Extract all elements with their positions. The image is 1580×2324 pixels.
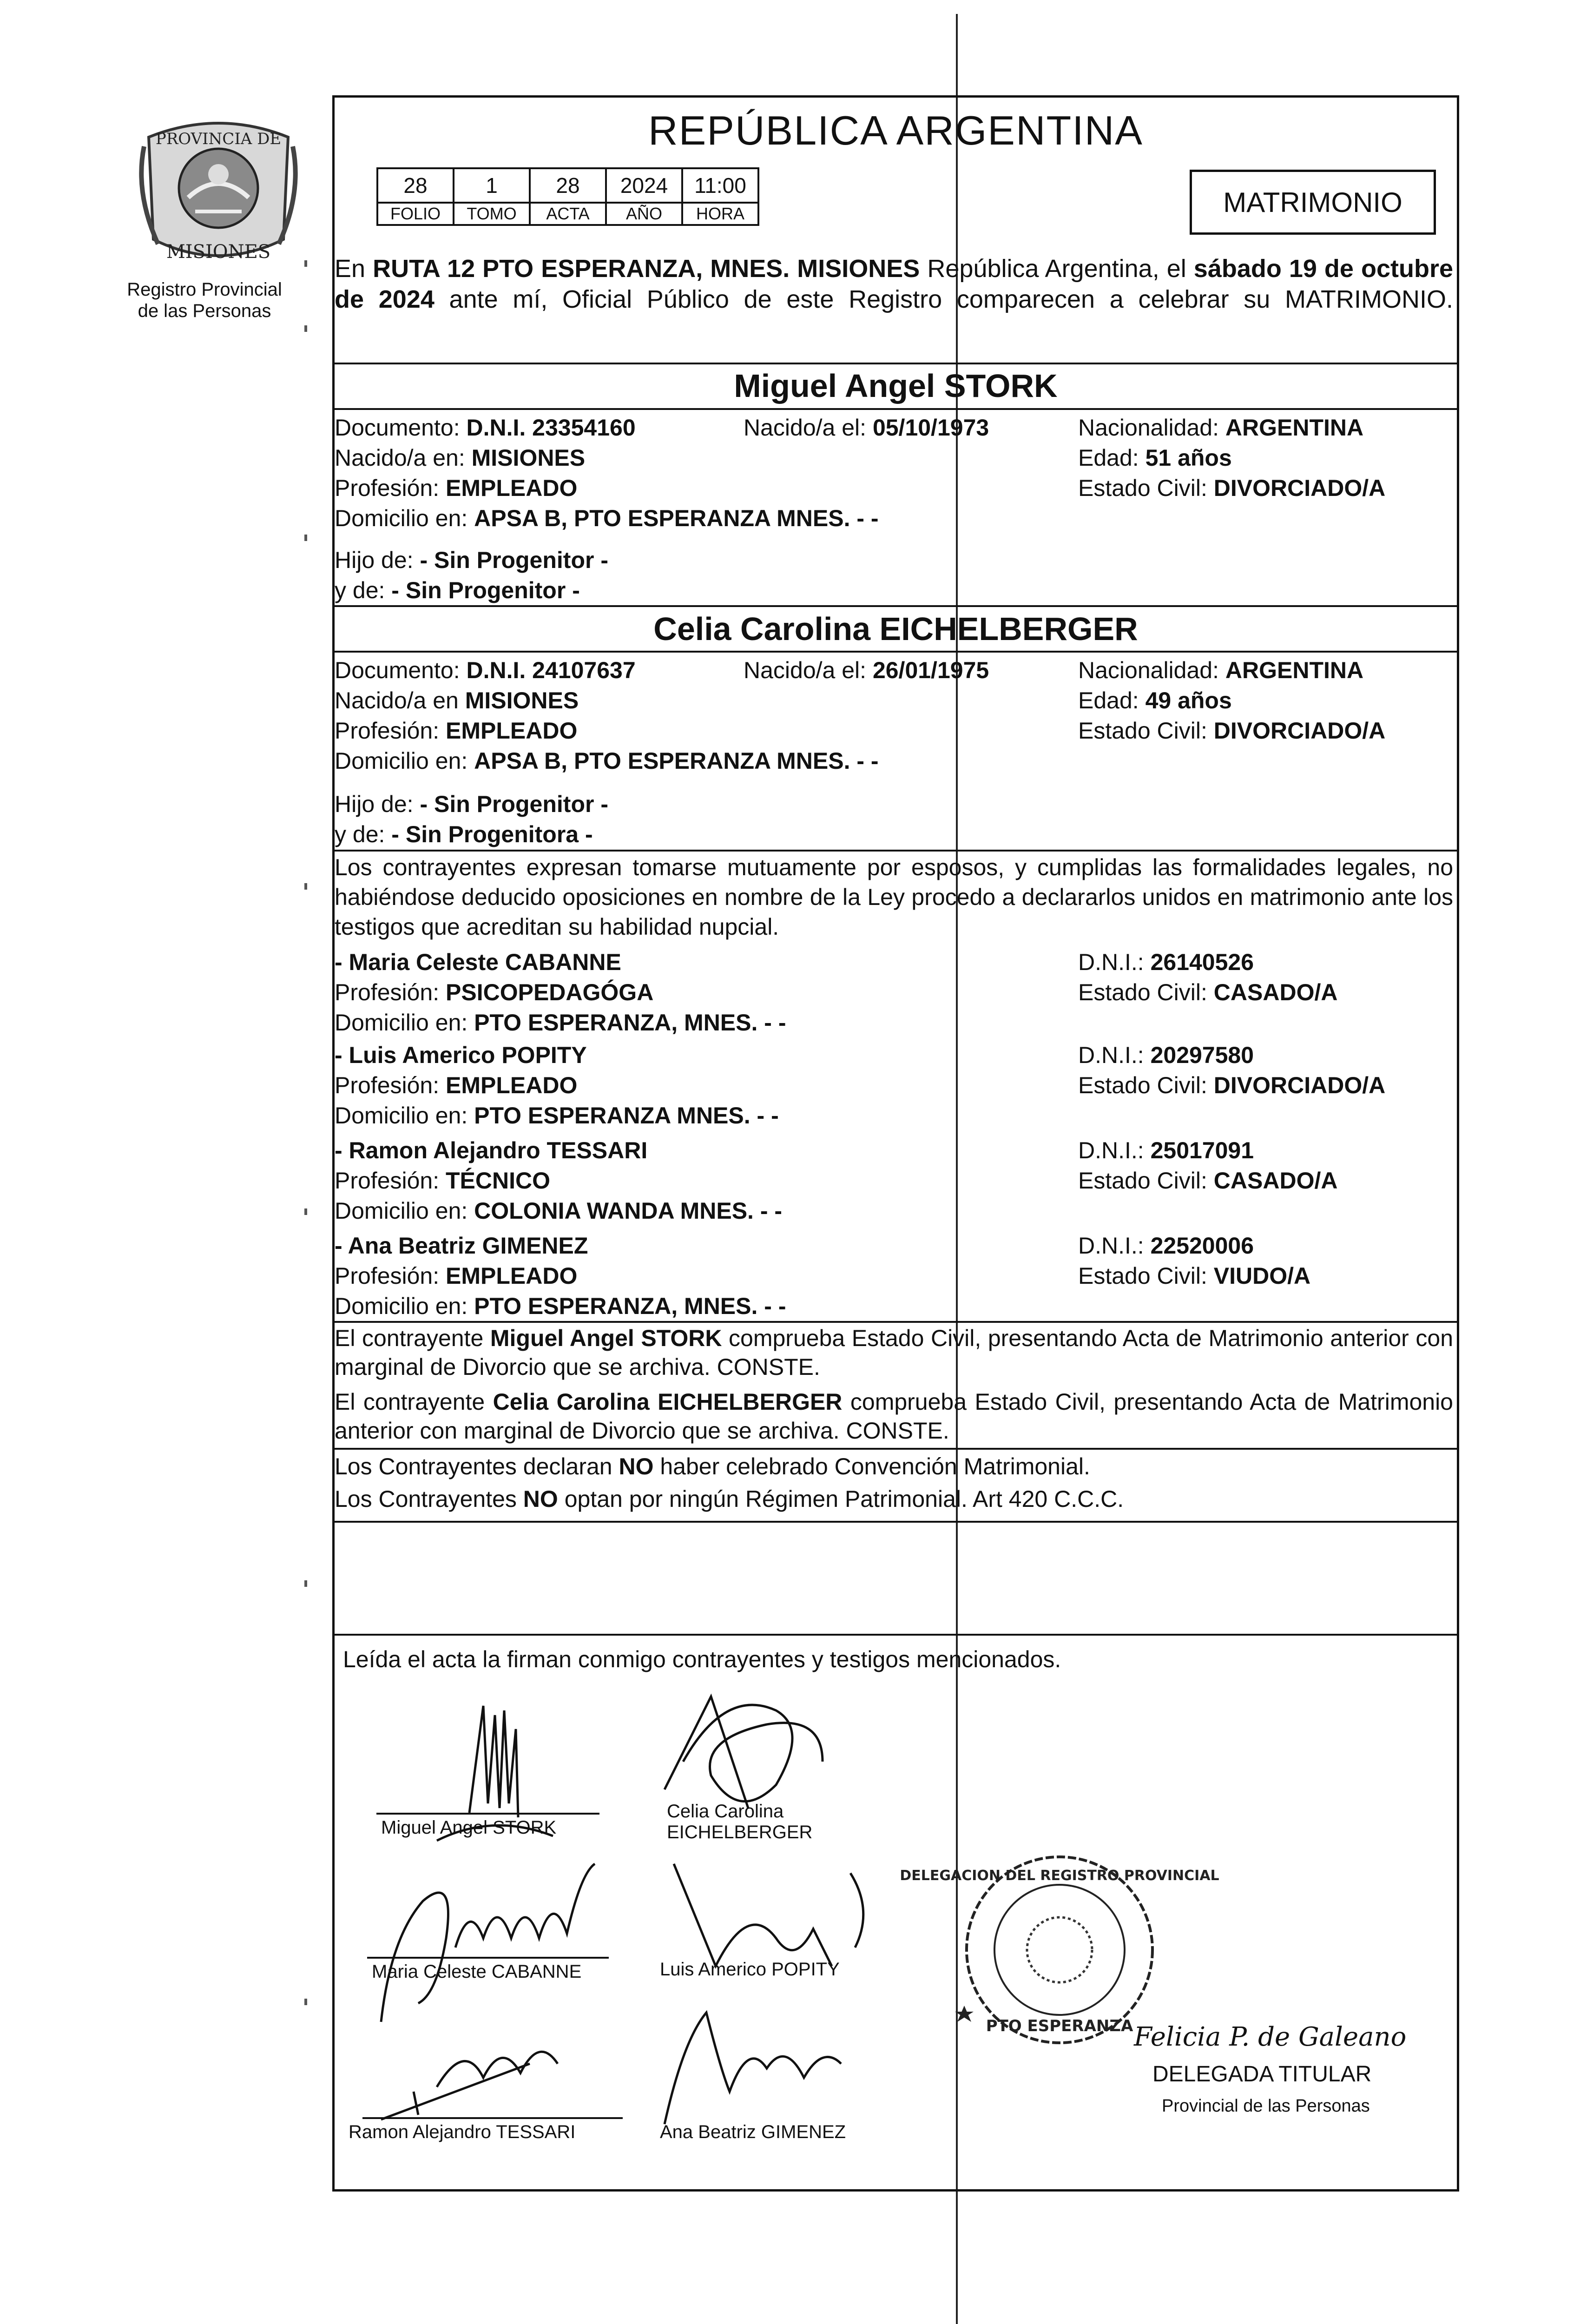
witness-3-civil-status: Estado Civil: CASADO/A bbox=[1078, 1168, 1338, 1194]
witness-1-dni: D.N.I.: 26140526 bbox=[1078, 949, 1254, 975]
witness-4-signature-label: Ana Beatriz GIMENEZ bbox=[660, 2122, 846, 2142]
folio-value: 28 bbox=[377, 168, 454, 203]
folio-label: FOLIO bbox=[377, 203, 454, 225]
scan-mark bbox=[304, 1208, 307, 1215]
bride-civil-note: El contrayente Celia Carolina EICHELBERGER comprueba Estado Civil, presentando Acta de Matrimonio anterior con marginal de Divorcio que se archiva. CONSTE. bbox=[335, 1389, 1453, 1444]
groom-civil-status: Estado Civil: DIVORCIADO/A bbox=[1078, 475, 1386, 501]
seal-ring-text: DELEGACION DEL REGISTRO PROVINCIAL bbox=[900, 1868, 1219, 1884]
page-title: REPÚBLICA ARGENTINA bbox=[648, 107, 1143, 153]
witness-3-name: - Ramon Alejandro TESSARI bbox=[335, 1137, 648, 1163]
groom-address: Domicilio en: APSA B, PTO ESPERANZA MNES. - - bbox=[335, 505, 879, 531]
divider bbox=[335, 850, 1457, 852]
signature-line bbox=[367, 1957, 609, 1959]
hora-label: HORA bbox=[682, 203, 758, 225]
groom-signature-label: Miguel Angel STORK bbox=[381, 1817, 557, 1838]
witness-3-dni: D.N.I.: 25017091 bbox=[1078, 1137, 1254, 1163]
witness-2-dni: D.N.I.: 20297580 bbox=[1078, 1042, 1254, 1068]
scan-mark bbox=[304, 535, 307, 541]
witness-4-address: Domicilio en: PTO ESPERANZA, MNES. - - bbox=[335, 1293, 786, 1319]
witness-2-address: Domicilio en: PTO ESPERANZA MNES. - - bbox=[335, 1103, 779, 1129]
certificate-frame bbox=[332, 95, 1459, 2192]
seal-lower-text: PTO ESPERANZA bbox=[986, 2017, 1133, 2035]
divider bbox=[335, 408, 1457, 410]
scan-mark bbox=[304, 883, 307, 890]
divider bbox=[335, 1321, 1457, 1323]
scan-mark bbox=[304, 1999, 307, 2005]
registry-org-name: Registro Provincial de las Personas bbox=[127, 279, 282, 321]
groom-birthplace: Nacido/a en: MISIONES bbox=[335, 445, 586, 471]
provincia-misiones-emblem-icon bbox=[130, 119, 307, 272]
witness-2-name: - Luis Americo POPITY bbox=[335, 1042, 587, 1068]
witness-1-name: - Maria Celeste CABANNE bbox=[335, 949, 621, 975]
divider bbox=[335, 605, 1457, 607]
anio-label: AÑO bbox=[606, 203, 682, 225]
signature-line bbox=[376, 1813, 599, 1815]
groom-parent-2: y de: - Sin Progenitor - bbox=[335, 577, 580, 603]
divider bbox=[335, 1634, 1457, 1636]
groom-nationality: Nacionalidad: ARGENTINA bbox=[1078, 415, 1364, 441]
document-type-badge: MATRIMONIO bbox=[1190, 170, 1436, 235]
witness-1-address: Domicilio en: PTO ESPERANZA, MNES. - - bbox=[335, 1010, 786, 1036]
official-org: Provincial de las Personas bbox=[1162, 2096, 1370, 2116]
divider bbox=[335, 1448, 1457, 1450]
bride-nationality: Nacionalidad: ARGENTINA bbox=[1078, 657, 1364, 683]
witness-3-address: Domicilio en: COLONIA WANDA MNES. - - bbox=[335, 1198, 783, 1224]
groom-profession: Profesión: EMPLEADO bbox=[335, 475, 578, 501]
patrimonial-regime-note: Los Contrayentes NO optan por ningún Régimen Patrimonial. Art 420 C.C.C. bbox=[335, 1486, 1124, 1512]
bride-birthplace: Nacido/a en MISIONES bbox=[335, 687, 579, 713]
groom-document: Documento: D.N.I. 23354160 bbox=[335, 415, 636, 441]
witness-1-civil-status: Estado Civil: CASADO/A bbox=[1078, 979, 1338, 1005]
bride-birthdate: Nacido/a el: 26/01/1975 bbox=[744, 657, 989, 683]
intro-paragraph: En RUTA 12 PTO ESPERANZA, MNES. MISIONES República Argentina, el sábado 19 de octubre de 2024 ante mí, Oficial Público de este Registro comparecen a celebrar su MATRIMONIO. bbox=[335, 255, 1453, 313]
bride-age: Edad: 49 años bbox=[1078, 687, 1232, 713]
divider bbox=[335, 651, 1457, 653]
signature-line bbox=[362, 2117, 623, 2119]
official-signature: Felicia P. de Galeano bbox=[1134, 2022, 1407, 2052]
bride-parent-1: Hijo de: - Sin Progenitor - bbox=[335, 791, 608, 817]
hora-value: 11:00 bbox=[682, 168, 758, 203]
acta-label: ACTA bbox=[530, 203, 606, 225]
witness-4-signature-icon bbox=[637, 1985, 878, 2143]
scan-mark bbox=[304, 325, 307, 332]
bride-document: Documento: D.N.I. 24107637 bbox=[335, 657, 636, 683]
groom-civil-note: El contrayente Miguel Angel STORK comprueba Estado Civil, presentando Acta de Matrimonio anterior con marginal de Divorcio que se archiva. CONSTE. bbox=[335, 1325, 1453, 1380]
witness-1-signature-label: Maria Celeste CABANNE bbox=[372, 1961, 582, 1982]
witness-3-signature-label: Ramon Alejandro TESSARI bbox=[349, 2122, 576, 2142]
convention-note: Los Contrayentes declaran NO haber celebrado Convención Matrimonial. bbox=[335, 1453, 1090, 1479]
witness-2-profession: Profesión: EMPLEADO bbox=[335, 1072, 578, 1098]
tomo-label: TOMO bbox=[454, 203, 530, 225]
bride-parent-2: y de: - Sin Progenitora - bbox=[335, 821, 593, 847]
witness-2-civil-status: Estado Civil: DIVORCIADO/A bbox=[1078, 1072, 1386, 1098]
witness-3-signature-icon bbox=[362, 1994, 623, 2180]
closing-statement: Leída el acta la firman conmigo contrayentes y testigos mencionados. bbox=[343, 1646, 1061, 1672]
svg-text:PROVINCIA DE: PROVINCIA DE bbox=[155, 130, 282, 148]
groom-birthdate: Nacido/a el: 05/10/1973 bbox=[744, 415, 989, 441]
witness-1-profession: Profesión: PSICOPEDAGÓGA bbox=[335, 979, 654, 1005]
official-title: DELEGADA TITULAR bbox=[1152, 2062, 1372, 2086]
bride-signature-label-1: Celia Carolina bbox=[667, 1801, 784, 1822]
bride-profession: Profesión: EMPLEADO bbox=[335, 718, 578, 744]
registry-table bbox=[376, 167, 759, 226]
tomo-value: 1 bbox=[454, 168, 530, 203]
witness-3-profession: Profesión: TÉCNICO bbox=[335, 1168, 551, 1194]
groom-age: Edad: 51 años bbox=[1078, 445, 1232, 471]
witness-4-profession: Profesión: EMPLEADO bbox=[335, 1263, 578, 1289]
bride-address: Domicilio en: APSA B, PTO ESPERANZA MNES. - - bbox=[335, 748, 879, 774]
groom-name: Miguel Angel STORK bbox=[734, 368, 1058, 404]
acta-value: 28 bbox=[530, 168, 606, 203]
scan-mark bbox=[304, 1580, 307, 1587]
witness-4-dni: D.N.I.: 22520006 bbox=[1078, 1233, 1254, 1259]
witness-4-civil-status: Estado Civil: VIUDO/A bbox=[1078, 1263, 1311, 1289]
witness-2-signature-label: Luis Americo POPITY bbox=[660, 1959, 840, 1980]
anio-value: 2024 bbox=[606, 168, 682, 203]
groom-parent-1: Hijo de: - Sin Progenitor - bbox=[335, 547, 608, 573]
svg-text:MISIONES: MISIONES bbox=[166, 241, 271, 263]
bride-signature-label-2: EICHELBERGER bbox=[667, 1822, 813, 1842]
witness-4-name: - Ana Beatriz GIMENEZ bbox=[335, 1233, 588, 1259]
bride-name: Celia Carolina EICHELBERGER bbox=[653, 611, 1138, 647]
declaration-paragraph: Los contrayentes expresan tomarse mutuamente por esposos, y cumplidas las formalidades legales, no habiéndose deducido oposiciones en nombre de la Ley procedo a declararlos unidos en matrimonio ante los testigos que acreditan su habilidad nupcial. bbox=[335, 854, 1453, 940]
divider bbox=[335, 363, 1457, 364]
bride-civil-status: Estado Civil: DIVORCIADO/A bbox=[1078, 718, 1386, 744]
divider bbox=[335, 1521, 1457, 1523]
